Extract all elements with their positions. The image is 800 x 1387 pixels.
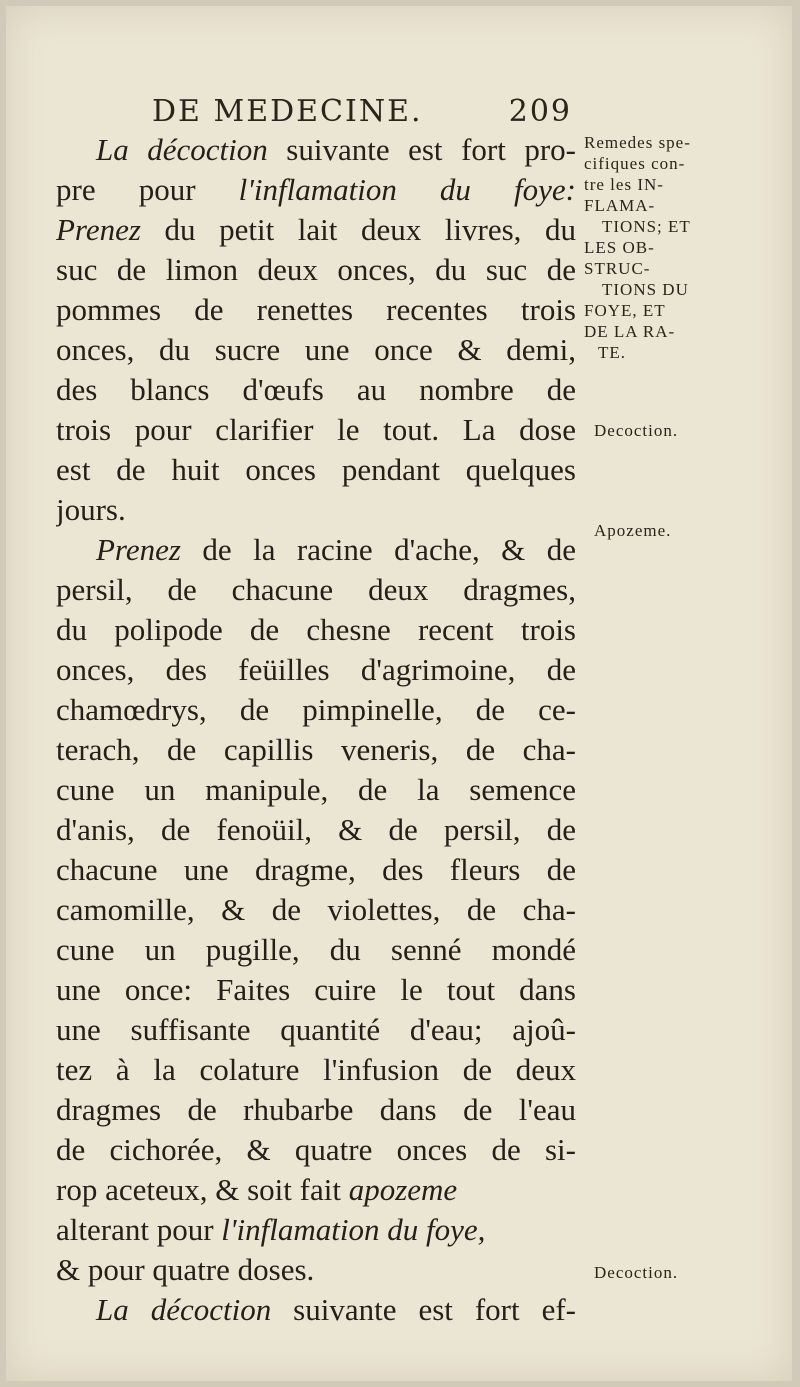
text-segment: chacune une dragme, des fleurs de [56,852,576,887]
text-line [56,170,576,210]
text-line [56,650,576,690]
header-title: DE MEDECINE. [152,94,423,129]
margin-line: TIONS DU [602,280,689,299]
text-line [56,450,576,490]
text-line [56,610,576,650]
text-line [56,210,576,250]
text-line [56,930,576,970]
book-page [6,6,792,1381]
text-line [56,730,576,770]
text-line [56,570,576,610]
margin-line: TE. [598,343,627,362]
text-line [56,1010,576,1050]
text-segment: une once: Faites cuire le tout dans [56,972,576,1007]
text-line [56,130,576,170]
text-segment: chamœdrys, de pimpinelle, de ce- [56,692,576,727]
text-segment: suivante est fort ef- [271,1292,576,1327]
text-segment: tez à la colature l'infusion de deux [56,1052,576,1087]
text-segment: jours. [56,492,126,527]
text-segment: une suffisante quantité d'eau; ajoû- [56,1012,576,1047]
margin-note-decoction-2: Decoction. [594,1263,679,1282]
text-line [56,770,576,810]
italic-phrase: La décoction [96,132,268,167]
text-line [56,1250,576,1290]
text-segment: du petit lait deux livres, du [140,212,576,247]
text-segment: onces, des feüilles d'agrimoine, de [56,652,576,687]
text-segment: suivante est fort pro- [267,132,576,167]
text-line [56,330,576,370]
text-line [56,810,576,850]
text-segment: terach, de capillis veneris, de cha- [56,732,576,767]
margin-line: DE LA RA- [584,322,676,341]
italic-phrase: l'inflamation du foye, [221,1212,486,1247]
text-segment: dragmes de rhubarbe dans de l'eau [56,1092,576,1127]
italic-phrase: l'inflamation du foye: [238,172,576,207]
text-line [56,1290,576,1330]
text-segment: & pour quatre doses. [56,1252,315,1287]
margin-note-apozeme: Apozeme. [594,521,672,540]
text-segment: suc de limon deux onces, du suc de [56,252,576,287]
text-segment: onces, du sucre une once & demi, [56,332,576,367]
text-segment: pre pour [56,172,239,207]
text-line [56,1210,576,1250]
page-number: 209 [508,94,572,129]
text-line [56,370,576,410]
margin-note-remedes [584,132,734,363]
margin-line: cifiques con- [584,154,686,173]
margin-line: TIONS; ET [602,217,691,236]
margin-line: LES OB- [584,238,655,257]
text-line [56,970,576,1010]
running-header [152,94,572,134]
main-text-column [56,130,576,1330]
text-line [56,1090,576,1130]
text-line [56,490,576,530]
text-segment: camomille, & de violettes, de cha- [56,892,576,927]
margin-line: FOYE, ET [584,301,666,320]
text-segment: trois pour clarifier le tout. La dose [56,412,576,447]
margin-line: FLAMA- [584,196,656,215]
text-line [56,1050,576,1090]
text-segment: pommes de renettes recentes trois [56,292,576,327]
text-line [56,690,576,730]
text-line [56,850,576,890]
text-segment: rop aceteux, & soit fait [56,1172,349,1207]
text-line [56,410,576,450]
text-segment: alterant pour [56,1212,222,1247]
text-segment: est de huit onces pendant quelques [56,452,576,487]
text-line [56,250,576,290]
text-segment: de cichorée, & quatre onces de si- [56,1132,576,1167]
text-line [56,1170,576,1210]
text-segment: cune un manipule, de la semence [56,772,576,807]
text-line [56,530,576,570]
italic-phrase: La décoction [96,1292,272,1327]
text-segment: persil, de chacune deux dragmes, [56,572,576,607]
text-line [56,290,576,330]
margin-line: Remedes spe- [584,133,691,152]
italic-phrase: apozeme [348,1172,458,1207]
text-segment: cune un pugille, du senné mondé [56,932,576,967]
text-line [56,890,576,930]
text-segment: de la racine d'ache, & de [180,532,576,567]
text-segment: d'anis, de fenoüil, & de persil, de [56,812,576,847]
text-segment: des blancs d'œufs au nombre de [56,372,576,407]
margin-line: STRUC- [584,259,651,278]
text-line [56,1130,576,1170]
italic-phrase: Prenez [96,532,181,567]
text-segment: du polipode de chesne recent trois [56,612,576,647]
margin-line: tre les IN- [584,175,664,194]
italic-phrase: Prenez [56,212,141,247]
margin-note-decoction-1: Decoction. [594,421,679,440]
